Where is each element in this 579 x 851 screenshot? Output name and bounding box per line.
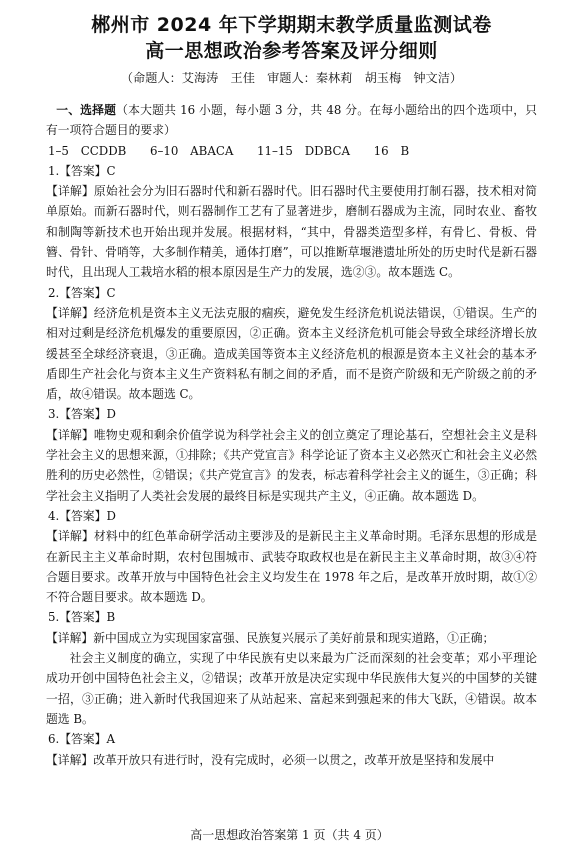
q3-answer: 3.【答案】D [48,407,116,422]
page-subtitle: 高一思想政治参考答案及评分细则 [145,40,438,62]
section-1-description: （本大题共 16 小题，每小题 3 分，共 48 分。在每小题给出的四个选项中，只有一项符合题目的要求） [46,103,537,138]
q5-detail: 【详解】新中国成立为实现国家富强、民族复兴展示了美好前景和现实道路，①正确； [46,630,495,645]
authors-line: （命题人：艾海涛 王佳 审题人：秦林莉 胡玉梅 钟文洁） [120,71,463,85]
page-title: 郴州市 2024 年下学期期末教学质量监测试卷 [91,14,492,36]
q1-answer: 1.【答案】C [48,163,116,178]
q4-answer: 4.【答案】D [48,508,116,523]
q4-detail: 【详解】材料中的红色革命研学活动主要涉及的是新民主主义革命时期。毛泽东思想的形成是在新民主主义革命时期，农村包围城市、武装夺取政权也是在新民主主义革命时期，故③④符合题目要求。改革开放与中国特色社会主义均发生在 1978 年之后，是改革开放时期，故①②不符合题目要求。故本题选 D。 [46,529,537,605]
q6-detail: 【详解】改革开放只有进行时，没有完成时，必须一以贯之，改革开放是坚持和发展中 [46,752,495,767]
q6-answer: 6.【答案】A [48,732,115,747]
section-1-heading [46,100,537,141]
answer-key-line: 1–5 CCDDB 6–10 ABACA 11–15 DDBCA 16 B [48,143,410,158]
page-footer: 高一思想政治答案第 1 页（共 4 页） [190,828,389,842]
section-1-title: 一、选择题 [56,103,117,117]
q1-detail: 【详解】原始社会分为旧石器时代和新石器时代。旧石器时代主要使用打制石器，技术相对简单原始。而新石器时代，则石器制作工艺有了显著进步，磨制石器成为主流，同时农业、畜牧和制陶等新技术也开始出现并发展。根据材料，“其中，骨器类造型多样，有骨匕、骨板、骨簪、骨针、骨哨等，大多制作精美，通体打磨”，可以推断草堰港遗址所处的历史时代是新石器时代，且出现人工栽培水稻的根本原因是生产力的发展，选②③。故本题选 C。 [46,184,537,280]
q2-answer: 2.【答案】C [48,285,116,300]
q5-detail-continued: 社会主义制度的确立，实现了中华民族有史以来最为广泛而深刻的社会变革；邓小平理论成功开创中国特色社会主义，②错误；改革开放是决定实现中华民族伟大复兴的中国梦的关键一招，③正确；进入新时代我国迎来了从站起来、富起来到强起来的伟大飞跃，④错误。故本题选 B。 [46,651,537,726]
q3-detail: 【详解】唯物史观和剩余价值学说为科学社会主义的创立奠定了理论基石，空想社会主义是科学社会主义的思想来源，①排除；《共产党宣言》科学论证了资本主义必然灭亡和社会主义必然胜利的历史必然性，②错误；《共产党宣言》的发表，标志着科学社会主义的诞生，③正确；科学社会主义指明了人类社会发展的最终目标是实现共产主义，④正确。故本题选 D。 [46,427,537,503]
q5-answer: 5.【答案】B [48,610,116,625]
q2-detail: 【详解】经济危机是资本主义无法克服的痼疾，避免发生经济危机说法错误，①错误。生产的相对过剩是经济危机爆发的重要原因，②正确。资本主义经济危机可能会导致全球经济增长放缓甚至全球经济衰退，③正确。造成美国等资本主义经济危机的根源是资本主义社会的基本矛盾即生产社会化与资本主义生产资料私有制之间的矛盾，而不是资产阶级和无产阶级之前的矛盾，故④错误。故本题选 C。 [46,305,537,402]
